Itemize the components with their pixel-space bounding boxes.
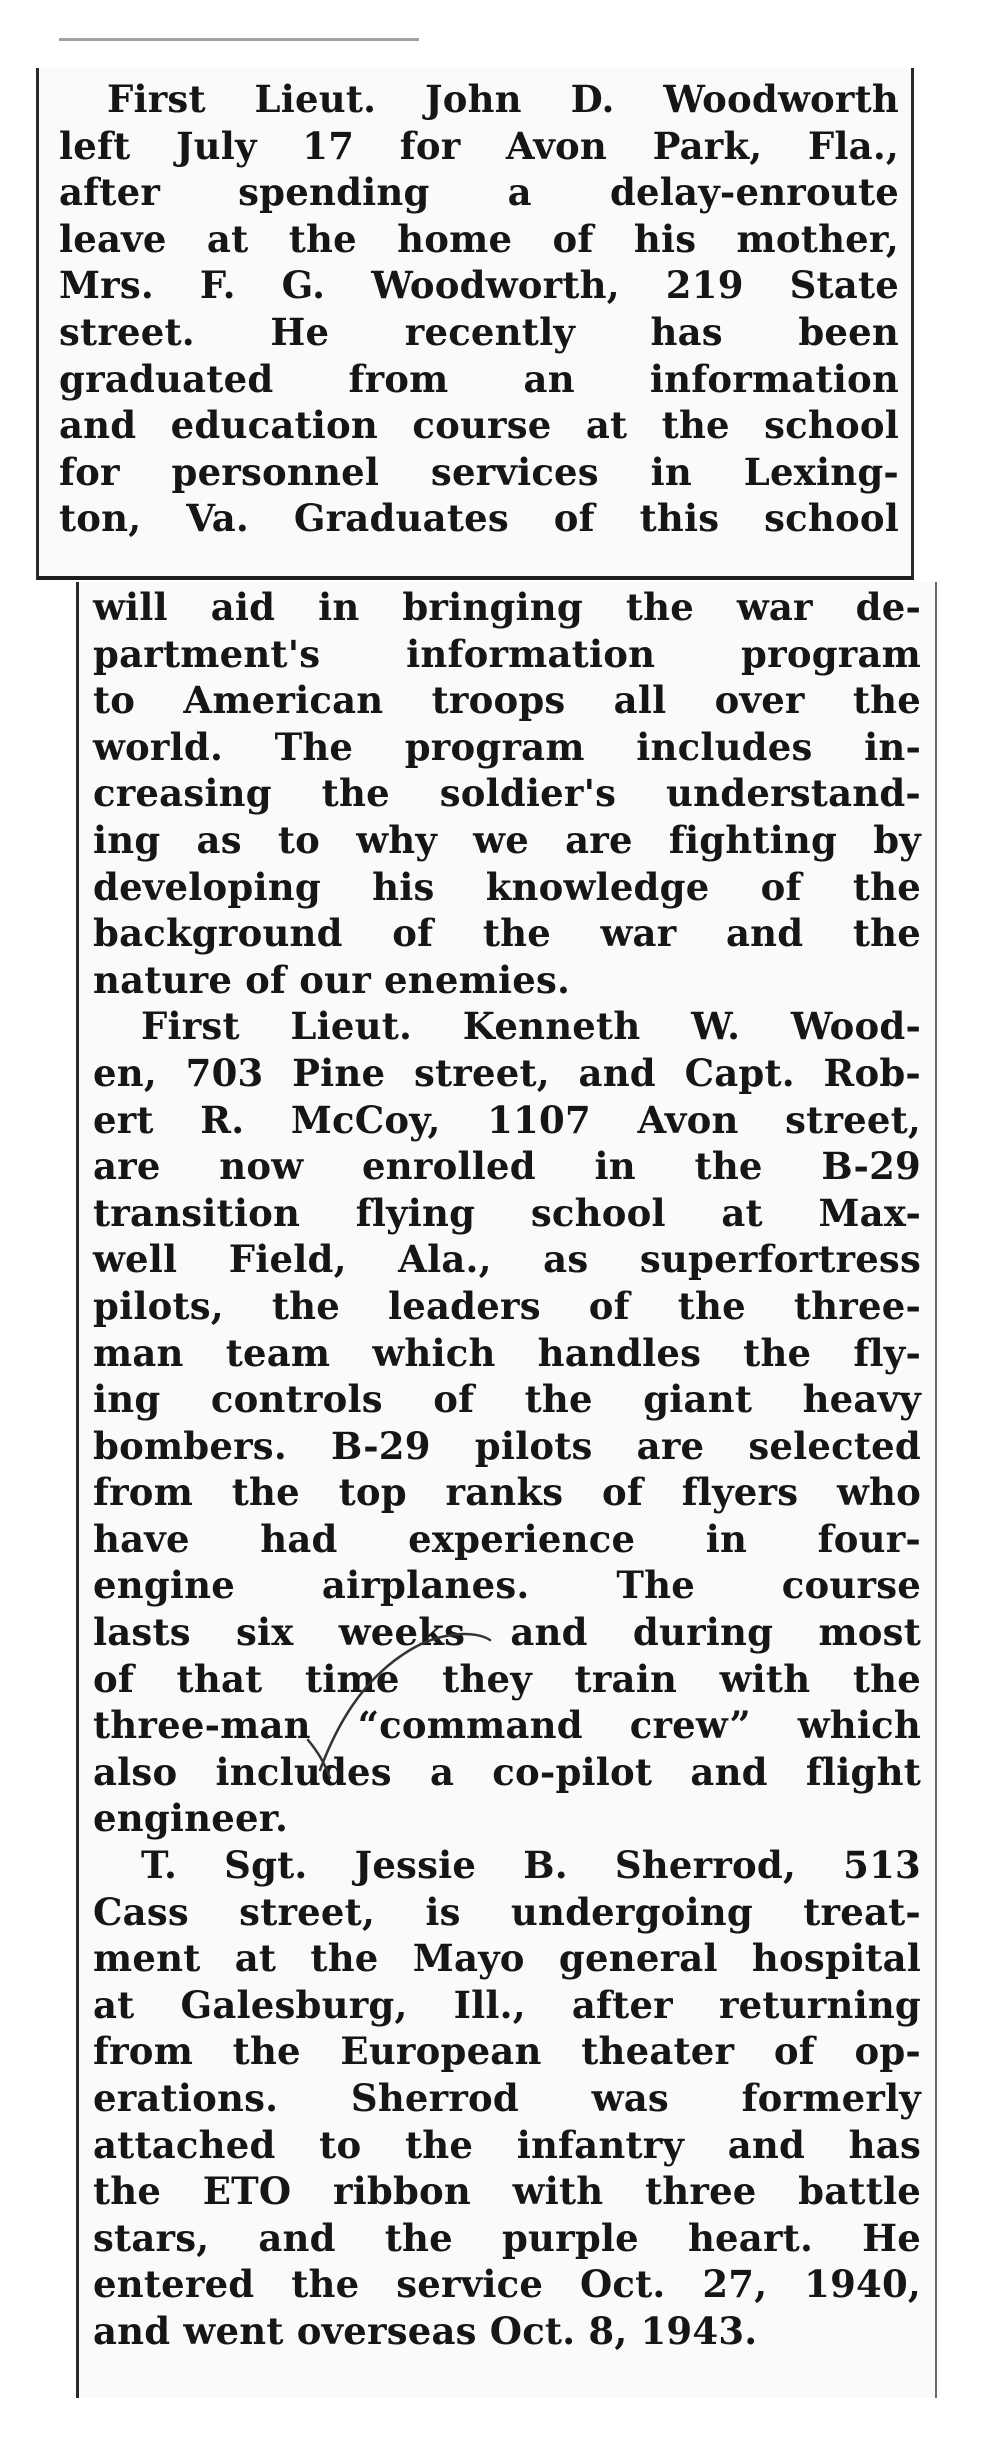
text-line: three-man “command crew” which [93, 1703, 921, 1748]
text-line: creasing the soldier's understand- [93, 771, 921, 816]
text-line: for personnel services in Lexing- [59, 449, 899, 494]
text-line: leave at the home of his mother, [59, 216, 899, 261]
text-line: T. Sgt. Jessie B. Sherrod, 513 [141, 1843, 921, 1888]
text-line: at Galesburg, Ill., after returning [93, 1982, 921, 2027]
text-line: also includes a co-pilot and flight [93, 1749, 921, 1794]
text-line: bombers. B-29 pilots are selected [93, 1423, 921, 1468]
text-line: ment at the Mayo general hospital [93, 1936, 921, 1981]
text-line: background of the war and the [93, 911, 921, 956]
text-line: attached to the infantry and has [93, 2122, 921, 2167]
text-line: partment's information program [93, 631, 921, 676]
text-line: after spending a delay-enroute [59, 170, 899, 215]
paragraph-woodworth [59, 76, 899, 542]
text-line: will aid in bringing the war de- [93, 585, 921, 629]
text-line: ing as to why we are fighting by [93, 817, 921, 862]
text-line: of that time they train with the [93, 1656, 921, 1701]
text-line: from the top ranks of flyers who [93, 1470, 921, 1515]
text-line: First Lieut. John D. Woodworth [107, 77, 899, 121]
text-line: the ETO ribbon with three battle [93, 2169, 921, 2214]
text-line: have had experience in four- [93, 1516, 921, 1561]
text-line: Mrs. F. G. Woodworth, 219 State [59, 263, 899, 308]
text-line: stars, and the purple heart. He [93, 2215, 921, 2260]
text-line: First Lieut. Kenneth W. Wood- [141, 1004, 921, 1049]
text-line: to American troops all over the [93, 678, 921, 723]
text-line: ing controls of the giant heavy [93, 1377, 921, 1422]
text-line: graduated from an information [59, 356, 899, 401]
text-line: engine airplanes. The course [93, 1563, 921, 1608]
text-line: transition flying school at Max- [93, 1190, 921, 1235]
news-clipping-bottom [76, 582, 937, 2398]
text-line: and education course at the school [59, 403, 899, 448]
text-line: are now enrolled in the B-29 [93, 1144, 921, 1189]
news-clipping-top [36, 68, 914, 580]
text-line: man team which handles the fly- [93, 1330, 921, 1375]
text-line: pilots, the leaders of the three- [93, 1283, 921, 1328]
text-line: and went overseas Oct. 8, 1943. [93, 2308, 758, 2353]
text-line: well Field, Ala., as superfortress [93, 1237, 921, 1282]
text-line: world. The program includes in- [93, 724, 921, 769]
text-line: en, 703 Pine street, and Capt. Rob- [93, 1050, 921, 1095]
pen-check-mark [290, 1620, 510, 1790]
text-line: lasts six weeks and during most [93, 1610, 921, 1655]
clipping-column [93, 584, 921, 2355]
text-line: entered the service Oct. 27, 1940, [93, 2262, 921, 2307]
text-line: Cass street, is undergoing treat- [93, 1889, 921, 1934]
cut-off-headline-fragment [59, 38, 419, 57]
text-line: ton, Va. Graduates of this school [59, 496, 899, 541]
text-line: ert R. McCoy, 1107 Avon street, [93, 1097, 921, 1142]
text-line: left July 17 for Avon Park, Fla., [59, 123, 899, 168]
text-line: street. He recently has been [59, 309, 899, 354]
text-line: nature of our enemies. [93, 957, 571, 1002]
text-line: engineer. [93, 1796, 289, 1841]
text-line: erations. Sherrod was formerly [93, 2076, 921, 2120]
text-line: developing his knowledge of the [93, 864, 921, 909]
text-line: from the European theater of op- [93, 2029, 921, 2074]
